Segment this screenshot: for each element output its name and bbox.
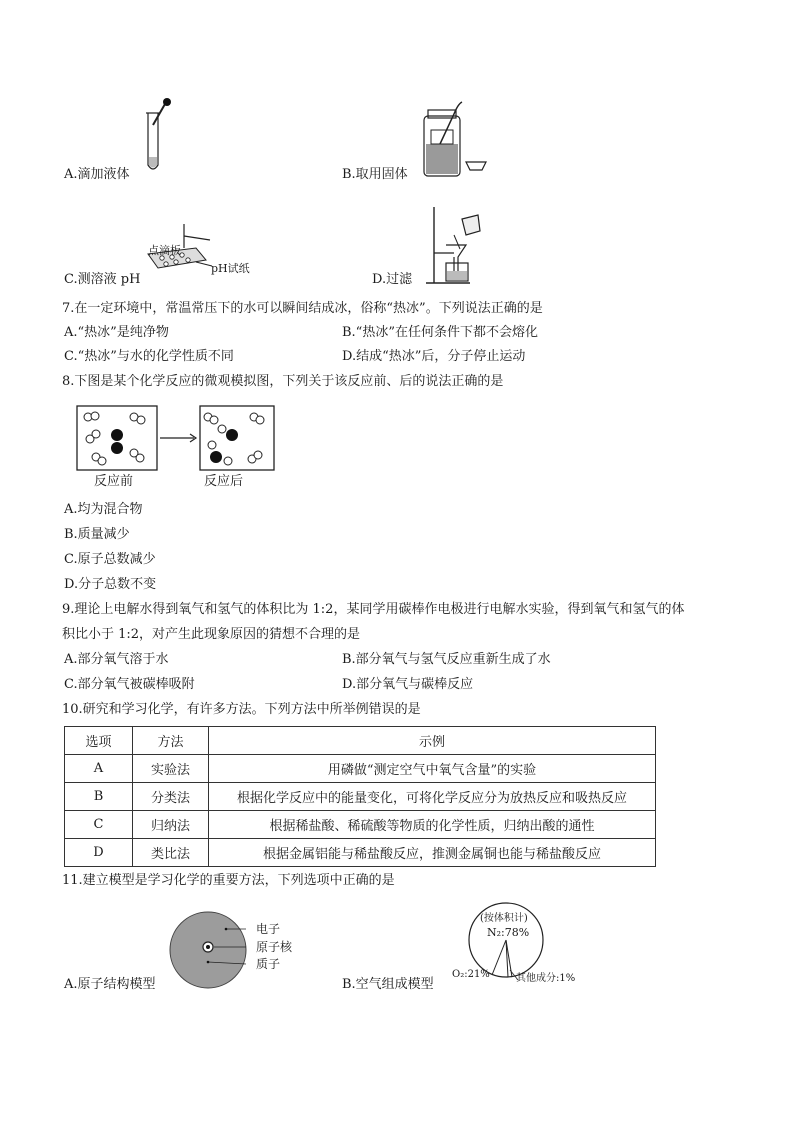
header-example: 示例 bbox=[209, 727, 656, 755]
q9-option-a[interactable]: A.部分氧气溶于水 bbox=[64, 652, 169, 667]
cell-method: 归纳法 bbox=[133, 811, 209, 839]
proton-label: 质子 bbox=[256, 957, 281, 971]
q6-option-c[interactable]: C.测溶液 pH bbox=[64, 272, 141, 287]
q11-stem: 11.建立模型是学习化学的重要方法，下列选项中正确的是 bbox=[62, 873, 395, 888]
filtration-figure bbox=[424, 205, 488, 287]
cell-method: 实验法 bbox=[133, 755, 209, 783]
before-reaction-label: 反应前 bbox=[94, 474, 134, 489]
atom-structure-model bbox=[168, 910, 248, 990]
cell-example: 根据金属铝能与稀盐酸反应，推测金属铜也能与稀盐酸反应 bbox=[209, 839, 656, 867]
header-option: 选项 bbox=[65, 727, 133, 755]
cell-method: 类比法 bbox=[133, 839, 209, 867]
q9-option-c[interactable]: C.部分氧气被碳棒吸附 bbox=[64, 677, 195, 692]
reaction-micro-diagram bbox=[76, 405, 276, 473]
table-row bbox=[65, 783, 656, 811]
solid-jar-figure bbox=[418, 100, 490, 180]
q6-option-b[interactable]: B.取用固体 bbox=[342, 167, 408, 182]
q7-stem: 7.在一定环境中，常温常压下的水可以瞬间结成冰，俗称“热冰”。下列说法正确的是 bbox=[62, 301, 543, 316]
table-row bbox=[65, 839, 656, 867]
dropper-test-tube-figure bbox=[140, 95, 176, 175]
q6-option-a[interactable]: A.滴加液体 bbox=[64, 167, 130, 182]
q6-option-d[interactable]: D.过滤 bbox=[372, 272, 413, 287]
nucleus-label: 原子核 bbox=[256, 940, 293, 954]
q7-option-a[interactable]: A.“热冰”是纯净物 bbox=[64, 325, 169, 340]
table-header-row bbox=[65, 727, 656, 755]
table-row bbox=[65, 811, 656, 839]
q9-stem-line1: 9.理论上电解水得到氧气和氢气的体积比为 1:2，某同学用碳棒作电极进行电解水实验，得到氧气和氢气的体 bbox=[62, 602, 685, 617]
electron-label: 电子 bbox=[256, 922, 281, 936]
q8-option-c[interactable]: C.原子总数减少 bbox=[64, 552, 156, 567]
ph-paper-label: pH试纸 bbox=[211, 262, 250, 275]
spot-plate-label: 点滴板 bbox=[148, 244, 181, 257]
q9-option-d[interactable]: D.部分氧气与碳棒反应 bbox=[342, 677, 474, 692]
q8-option-a[interactable]: A.均为混合物 bbox=[64, 502, 143, 517]
methods-table bbox=[64, 726, 656, 867]
q7-option-c[interactable]: C.“热冰”与水的化学性质不同 bbox=[64, 349, 234, 364]
q8-option-b[interactable]: B.质量减少 bbox=[64, 527, 130, 542]
air-pie-title: (按体积计) bbox=[480, 913, 528, 924]
air-o2-label: O₂:21% bbox=[452, 969, 490, 980]
cell-option: A bbox=[65, 755, 133, 783]
q11-option-a[interactable]: A.原子结构模型 bbox=[64, 977, 156, 992]
after-reaction-label: 反应后 bbox=[204, 474, 244, 489]
q8-stem: 8.下图是某个化学反应的微观模拟图，下列关于该反应前、后的说法正确的是 bbox=[62, 374, 504, 389]
air-n2-label: N₂:78% bbox=[487, 926, 530, 939]
air-other-label: 其他成分:1% bbox=[516, 973, 576, 984]
q9-option-b[interactable]: B.部分氧气与氢气反应重新生成了水 bbox=[342, 652, 551, 667]
q8-option-d[interactable]: D.分子总数不变 bbox=[64, 577, 157, 592]
cell-option: B bbox=[65, 783, 133, 811]
q7-option-d[interactable]: D.结成“热冰”后，分子停止运动 bbox=[342, 349, 526, 364]
q11-option-b[interactable]: B.空气组成模型 bbox=[342, 977, 434, 992]
q9-stem-line2: 积比小于 1:2，对产生此现象原因的猜想不合理的是 bbox=[62, 627, 361, 642]
cell-example: 用磷做“测定空气中氧气含量”的实验 bbox=[209, 755, 656, 783]
header-method: 方法 bbox=[133, 727, 209, 755]
cell-example: 根据化学反应中的能量变化，可将化学反应分为放热反应和吸热反应 bbox=[209, 783, 656, 811]
cell-option: C bbox=[65, 811, 133, 839]
q10-stem: 10.研究和学习化学，有许多方法。下列方法中所举例错误的是 bbox=[62, 702, 421, 717]
cell-example: 根据稀盐酸、稀硫酸等物质的化学性质，归纳出酸的通性 bbox=[209, 811, 656, 839]
cell-option: D bbox=[65, 839, 133, 867]
cell-method: 分类法 bbox=[133, 783, 209, 811]
table-row bbox=[65, 755, 656, 783]
q7-option-b[interactable]: B.“热冰”在任何条件下都不会熔化 bbox=[342, 325, 538, 340]
